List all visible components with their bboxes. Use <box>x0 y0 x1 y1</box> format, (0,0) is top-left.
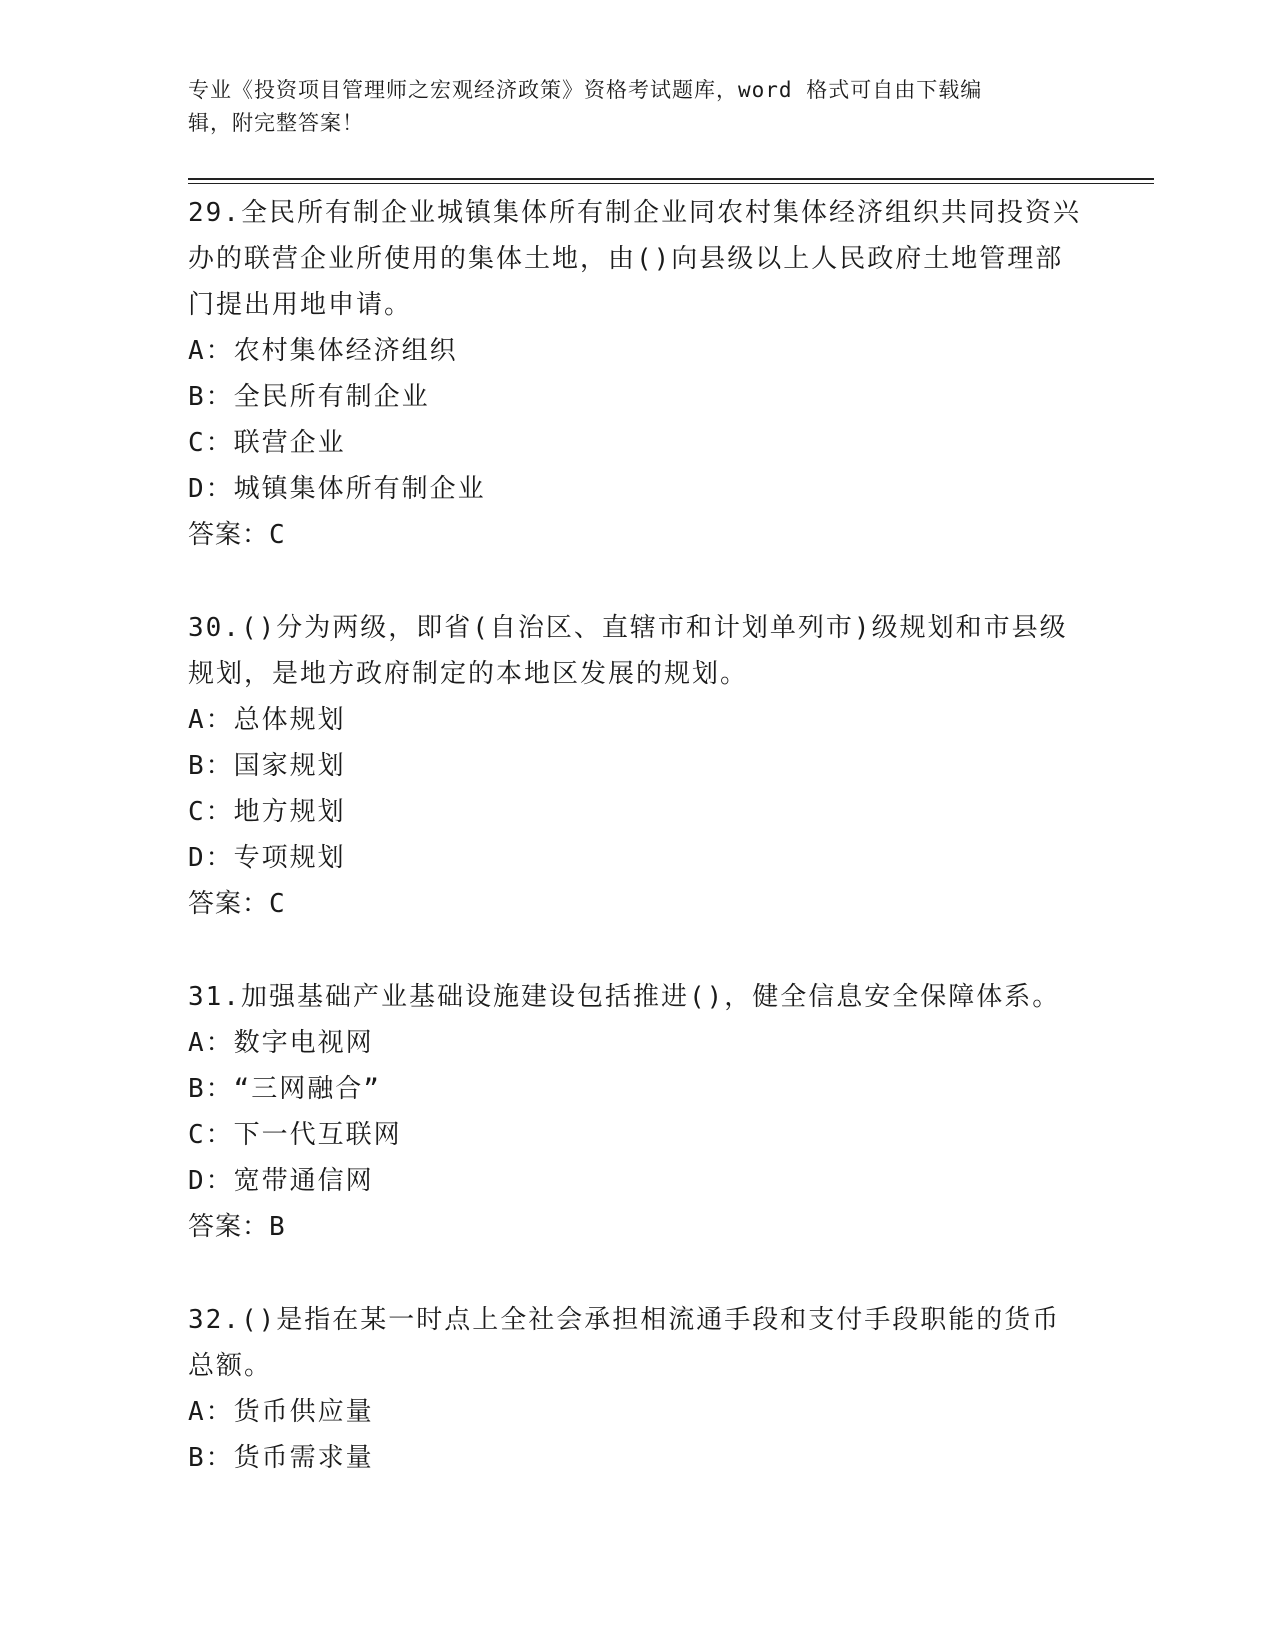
option-text: 国家规划 <box>233 751 346 781</box>
option-c <box>188 789 1088 835</box>
option-text: 货币需求量 <box>233 1443 374 1473</box>
question-list <box>188 190 1088 1528</box>
option-c <box>188 1112 1088 1158</box>
option-key: D： <box>188 843 234 873</box>
answer-label: 答案： <box>188 1212 270 1242</box>
option-b <box>188 1435 1088 1481</box>
option-a <box>188 1020 1088 1066</box>
option-key: B： <box>188 1074 234 1104</box>
question-32 <box>188 1297 1088 1481</box>
option-a <box>188 1389 1088 1435</box>
option-key: D： <box>188 474 234 504</box>
option-key: B： <box>188 382 234 412</box>
option-a <box>188 697 1088 743</box>
option-b <box>188 1066 1088 1112</box>
answer-value: C <box>269 520 286 550</box>
question-31 <box>188 974 1088 1250</box>
answer-line <box>188 881 1088 927</box>
option-key: B： <box>188 1443 234 1473</box>
question-30 <box>188 605 1088 927</box>
question-stem: 30.()分为两级，即省(自治区、直辖市和计划单列市)级规划和市县级规划，是地方政府制定的本地区发展的规划。 <box>188 613 1068 689</box>
option-key: B： <box>188 751 234 781</box>
option-c <box>188 420 1088 466</box>
option-text: 下一代互联网 <box>233 1120 402 1150</box>
option-d <box>188 835 1088 881</box>
answer-line <box>188 512 1088 558</box>
option-text: 农村集体经济组织 <box>233 336 458 366</box>
question-29 <box>188 190 1088 558</box>
option-text: 城镇集体所有制企业 <box>233 474 486 504</box>
option-key: A： <box>188 705 234 735</box>
option-text: “三网融合” <box>233 1074 381 1104</box>
question-stem: 32.()是指在某一时点上全社会承担相流通手段和支付手段职能的货币总额。 <box>188 1305 1061 1381</box>
option-key: D： <box>188 1166 234 1196</box>
option-d <box>188 466 1088 512</box>
answer-value: C <box>269 889 286 919</box>
answer-label: 答案： <box>188 520 270 550</box>
answer-label: 答案： <box>188 889 270 919</box>
document-header <box>188 74 1088 140</box>
option-key: A： <box>188 1028 234 1058</box>
option-key: C： <box>188 797 234 827</box>
header-line-1: 专业《投资项目管理师之宏观经济政策》资格考试题库，word 格式可自由下载编 <box>188 78 983 102</box>
option-text: 货币供应量 <box>233 1397 374 1427</box>
option-b <box>188 374 1088 420</box>
option-key: A： <box>188 336 234 366</box>
option-text: 联营企业 <box>233 428 346 458</box>
question-stem: 29.全民所有制企业城镇集体所有制企业同农村集体经济组织共同投资兴办的联营企业所使用的集体土地，由()向县级以上人民政府土地管理部门提出用地申请。 <box>188 198 1081 320</box>
option-text: 宽带通信网 <box>233 1166 374 1196</box>
option-key: A： <box>188 1397 234 1427</box>
answer-value: B <box>269 1212 286 1242</box>
option-a <box>188 328 1088 374</box>
option-key: C： <box>188 428 234 458</box>
option-key: C： <box>188 1120 234 1150</box>
header-divider-thick <box>188 178 1154 180</box>
option-text: 总体规划 <box>233 705 346 735</box>
option-text: 全民所有制企业 <box>233 382 430 412</box>
option-text: 地方规划 <box>233 797 346 827</box>
header-line-2: 辑，附完整答案！ <box>188 111 364 135</box>
option-text: 专项规划 <box>233 843 346 873</box>
question-stem: 31.加强基础产业基础设施建设包括推进()，健全信息安全保障体系。 <box>188 982 1061 1012</box>
answer-line <box>188 1204 1088 1250</box>
header-divider-thin <box>188 183 1154 184</box>
option-d <box>188 1158 1088 1204</box>
option-b <box>188 743 1088 789</box>
option-text: 数字电视网 <box>233 1028 374 1058</box>
